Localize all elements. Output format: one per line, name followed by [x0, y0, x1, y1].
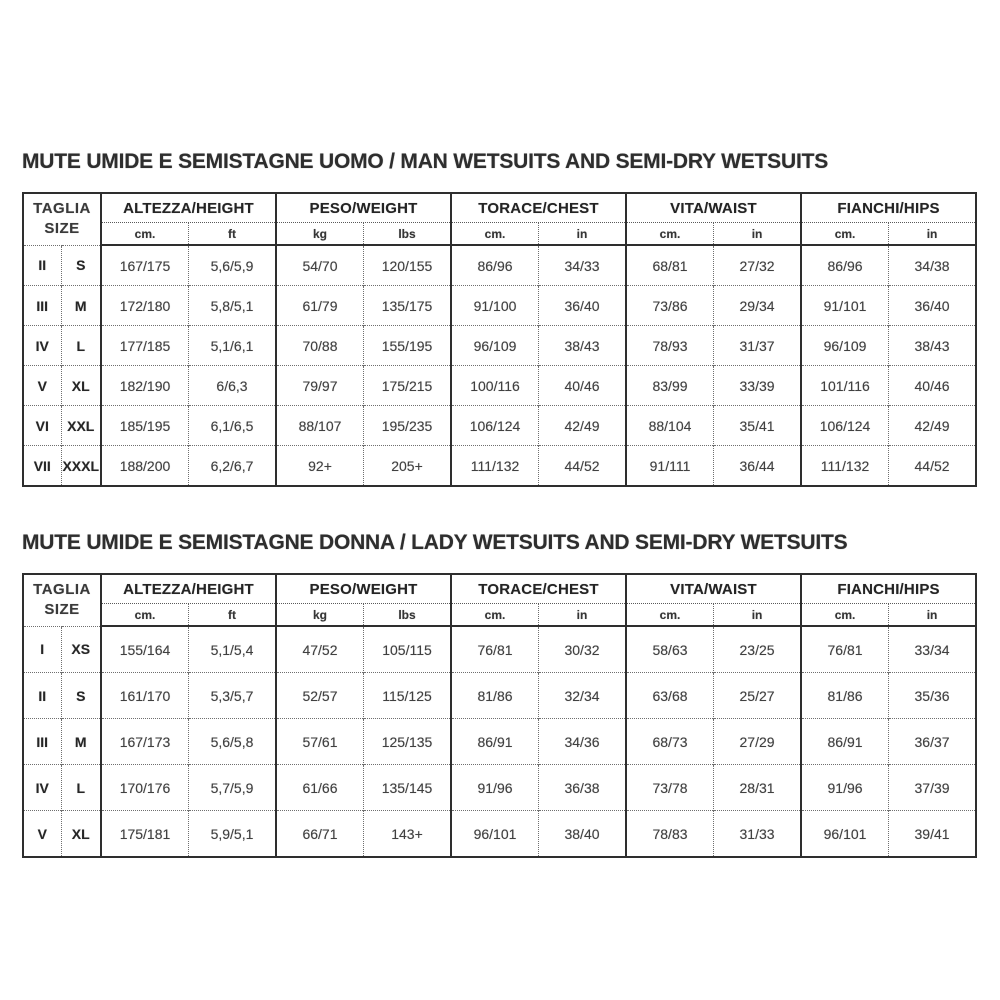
value-cell: 88/107 [276, 406, 364, 446]
value-cell: 28/31 [714, 765, 802, 811]
unit-header-waist-cm: cm. [626, 604, 714, 627]
value-cell: 86/96 [451, 245, 539, 286]
value-cell: 96/101 [451, 811, 539, 858]
size-letter-cell: M [61, 719, 101, 765]
value-cell: 6,2/6,7 [189, 446, 277, 487]
size-letter-cell: XL [61, 811, 101, 858]
value-cell: 5,8/5,1 [189, 286, 277, 326]
value-cell: 155/164 [101, 626, 189, 673]
size-label-size: SIZE [44, 220, 80, 238]
table-row [23, 286, 976, 326]
value-cell: 57/61 [276, 719, 364, 765]
value-cell: 167/173 [101, 719, 189, 765]
table-row [23, 811, 976, 858]
unit-header-hips-cm: cm. [801, 604, 889, 627]
value-cell: 23/25 [714, 626, 802, 673]
value-cell: 33/34 [889, 626, 977, 673]
value-cell: 205+ [364, 446, 452, 487]
column-group-hips: FIANCHI/HIPS [801, 193, 976, 223]
unit-header-hips-cm: cm. [801, 223, 889, 246]
value-cell: 120/155 [364, 245, 452, 286]
column-group-waist: VITA/WAIST [626, 193, 801, 223]
size-letter-cell: L [61, 326, 101, 366]
value-cell: 106/124 [801, 406, 889, 446]
value-cell: 5,6/5,8 [189, 719, 277, 765]
value-cell: 96/109 [451, 326, 539, 366]
value-cell: 143+ [364, 811, 452, 858]
value-cell: 61/66 [276, 765, 364, 811]
unit-header-waist-in: in [714, 604, 802, 627]
value-cell: 38/43 [539, 326, 627, 366]
value-cell: 91/96 [451, 765, 539, 811]
value-cell: 70/88 [276, 326, 364, 366]
value-cell: 29/34 [714, 286, 802, 326]
value-cell: 31/33 [714, 811, 802, 858]
size-letter-cell: XL [61, 366, 101, 406]
size-column-header [23, 193, 101, 245]
size-label-size: SIZE [44, 601, 80, 619]
unit-header-weight-kg: kg [276, 604, 364, 627]
value-cell: 68/73 [626, 719, 714, 765]
value-cell: 36/38 [539, 765, 627, 811]
value-cell: 161/170 [101, 673, 189, 719]
unit-header-height-ft: ft [189, 223, 277, 246]
size-column-header [23, 574, 101, 626]
value-cell: 125/135 [364, 719, 452, 765]
value-cell: 5,6/5,9 [189, 245, 277, 286]
value-cell: 81/86 [451, 673, 539, 719]
table-row [23, 446, 976, 487]
table-row [23, 406, 976, 446]
size-letter-cell: L [61, 765, 101, 811]
value-cell: 36/40 [889, 286, 977, 326]
value-cell: 27/29 [714, 719, 802, 765]
value-cell: 105/115 [364, 626, 452, 673]
value-cell: 6,1/6,5 [189, 406, 277, 446]
unit-header-chest-in: in [539, 223, 627, 246]
value-cell: 172/180 [101, 286, 189, 326]
value-cell: 5,9/5,1 [189, 811, 277, 858]
value-cell: 34/33 [539, 245, 627, 286]
value-cell: 78/93 [626, 326, 714, 366]
value-cell: 73/86 [626, 286, 714, 326]
value-cell: 195/235 [364, 406, 452, 446]
size-roman-cell: V [23, 366, 61, 406]
column-group-chest: TORACE/CHEST [451, 193, 626, 223]
value-cell: 111/132 [801, 446, 889, 487]
lady-table-body [23, 626, 976, 857]
lady-table-header [23, 574, 976, 626]
size-letter-cell: XS [61, 626, 101, 673]
value-cell: 91/101 [801, 286, 889, 326]
value-cell: 5,1/5,4 [189, 626, 277, 673]
value-cell: 37/39 [889, 765, 977, 811]
size-roman-cell: V [23, 811, 61, 858]
value-cell: 73/78 [626, 765, 714, 811]
lady-table-section [22, 531, 975, 858]
man-table-section [22, 150, 975, 487]
value-cell: 175/215 [364, 366, 452, 406]
column-group-height: ALTEZZA/HEIGHT [101, 574, 276, 604]
value-cell: 6/6,3 [189, 366, 277, 406]
value-cell: 5,3/5,7 [189, 673, 277, 719]
unit-header-height-cm: cm. [101, 223, 189, 246]
value-cell: 47/52 [276, 626, 364, 673]
value-cell: 32/34 [539, 673, 627, 719]
value-cell: 91/96 [801, 765, 889, 811]
value-cell: 96/101 [801, 811, 889, 858]
table-row [23, 673, 976, 719]
size-roman-cell: II [23, 245, 61, 286]
column-group-weight: PESO/WEIGHT [276, 193, 451, 223]
table-row [23, 366, 976, 406]
value-cell: 170/176 [101, 765, 189, 811]
value-cell: 52/57 [276, 673, 364, 719]
value-cell: 58/63 [626, 626, 714, 673]
value-cell: 79/97 [276, 366, 364, 406]
man-table-title: MUTE UMIDE E SEMISTAGNE UOMO / MAN WETSUITS AND SEMI-DRY WETSUITS [22, 150, 829, 173]
value-cell: 115/125 [364, 673, 452, 719]
value-cell: 44/52 [539, 446, 627, 487]
value-cell: 96/109 [801, 326, 889, 366]
column-group-weight: PESO/WEIGHT [276, 574, 451, 604]
value-cell: 36/37 [889, 719, 977, 765]
value-cell: 31/37 [714, 326, 802, 366]
value-cell: 5,1/6,1 [189, 326, 277, 366]
lady-table-title: MUTE UMIDE E SEMISTAGNE DONNA / LADY WETSUITS AND SEMI-DRY WETSUITS [22, 531, 848, 554]
value-cell: 33/39 [714, 366, 802, 406]
value-cell: 86/91 [451, 719, 539, 765]
unit-header-chest-cm: cm. [451, 604, 539, 627]
size-label-taglia: TAGLIA [33, 581, 91, 598]
value-cell: 81/86 [801, 673, 889, 719]
value-cell: 185/195 [101, 406, 189, 446]
column-group-chest: TORACE/CHEST [451, 574, 626, 604]
unit-header-hips-in: in [889, 223, 977, 246]
table-row [23, 719, 976, 765]
value-cell: 42/49 [539, 406, 627, 446]
table-row [23, 626, 976, 673]
value-cell: 155/195 [364, 326, 452, 366]
value-cell: 91/111 [626, 446, 714, 487]
unit-header-chest-cm: cm. [451, 223, 539, 246]
value-cell: 54/70 [276, 245, 364, 286]
value-cell: 61/79 [276, 286, 364, 326]
value-cell: 35/41 [714, 406, 802, 446]
size-roman-cell: IV [23, 326, 61, 366]
value-cell: 76/81 [451, 626, 539, 673]
size-roman-cell: VII [23, 446, 61, 487]
value-cell: 135/145 [364, 765, 452, 811]
value-cell: 40/46 [889, 366, 977, 406]
value-cell: 100/116 [451, 366, 539, 406]
unit-header-height-cm: cm. [101, 604, 189, 627]
value-cell: 40/46 [539, 366, 627, 406]
value-cell: 83/99 [626, 366, 714, 406]
value-cell: 42/49 [889, 406, 977, 446]
value-cell: 101/116 [801, 366, 889, 406]
value-cell: 27/32 [714, 245, 802, 286]
size-letter-cell: M [61, 286, 101, 326]
value-cell: 68/81 [626, 245, 714, 286]
size-roman-cell: III [23, 286, 61, 326]
unit-header-height-ft: ft [189, 604, 277, 627]
column-group-hips: FIANCHI/HIPS [801, 574, 976, 604]
table-row [23, 765, 976, 811]
value-cell: 44/52 [889, 446, 977, 487]
size-letter-cell: XXL [61, 406, 101, 446]
unit-header-weight-kg: kg [276, 223, 364, 246]
size-letter-cell: S [61, 673, 101, 719]
value-cell: 177/185 [101, 326, 189, 366]
unit-header-chest-in: in [539, 604, 627, 627]
size-roman-cell: I [23, 626, 61, 673]
value-cell: 5,7/5,9 [189, 765, 277, 811]
value-cell: 34/36 [539, 719, 627, 765]
value-cell: 111/132 [451, 446, 539, 487]
value-cell: 66/71 [276, 811, 364, 858]
value-cell: 78/83 [626, 811, 714, 858]
value-cell: 86/96 [801, 245, 889, 286]
unit-header-hips-in: in [889, 604, 977, 627]
size-letter-cell: XXXL [61, 446, 101, 487]
value-cell: 88/104 [626, 406, 714, 446]
man-table-header [23, 193, 976, 245]
unit-header-waist-cm: cm. [626, 223, 714, 246]
lady-size-table [22, 573, 977, 858]
value-cell: 38/43 [889, 326, 977, 366]
size-roman-cell: II [23, 673, 61, 719]
value-cell: 34/38 [889, 245, 977, 286]
value-cell: 38/40 [539, 811, 627, 858]
value-cell: 86/91 [801, 719, 889, 765]
value-cell: 35/36 [889, 673, 977, 719]
size-roman-cell: VI [23, 406, 61, 446]
column-group-waist: VITA/WAIST [626, 574, 801, 604]
value-cell: 25/27 [714, 673, 802, 719]
value-cell: 188/200 [101, 446, 189, 487]
unit-header-weight-lbs: lbs [364, 604, 452, 627]
value-cell: 106/124 [451, 406, 539, 446]
value-cell: 36/40 [539, 286, 627, 326]
value-cell: 63/68 [626, 673, 714, 719]
value-cell: 182/190 [101, 366, 189, 406]
size-roman-cell: III [23, 719, 61, 765]
table-row [23, 245, 976, 286]
size-label-taglia: TAGLIA [33, 200, 91, 217]
value-cell: 30/32 [539, 626, 627, 673]
man-size-table [22, 192, 977, 487]
unit-header-weight-lbs: lbs [364, 223, 452, 246]
value-cell: 36/44 [714, 446, 802, 487]
size-roman-cell: IV [23, 765, 61, 811]
size-letter-cell: S [61, 245, 101, 286]
value-cell: 135/175 [364, 286, 452, 326]
value-cell: 167/175 [101, 245, 189, 286]
value-cell: 76/81 [801, 626, 889, 673]
value-cell: 39/41 [889, 811, 977, 858]
column-group-height: ALTEZZA/HEIGHT [101, 193, 276, 223]
value-cell: 91/100 [451, 286, 539, 326]
value-cell: 92+ [276, 446, 364, 487]
unit-header-waist-in: in [714, 223, 802, 246]
man-table-body [23, 245, 976, 486]
table-row [23, 326, 976, 366]
value-cell: 175/181 [101, 811, 189, 858]
